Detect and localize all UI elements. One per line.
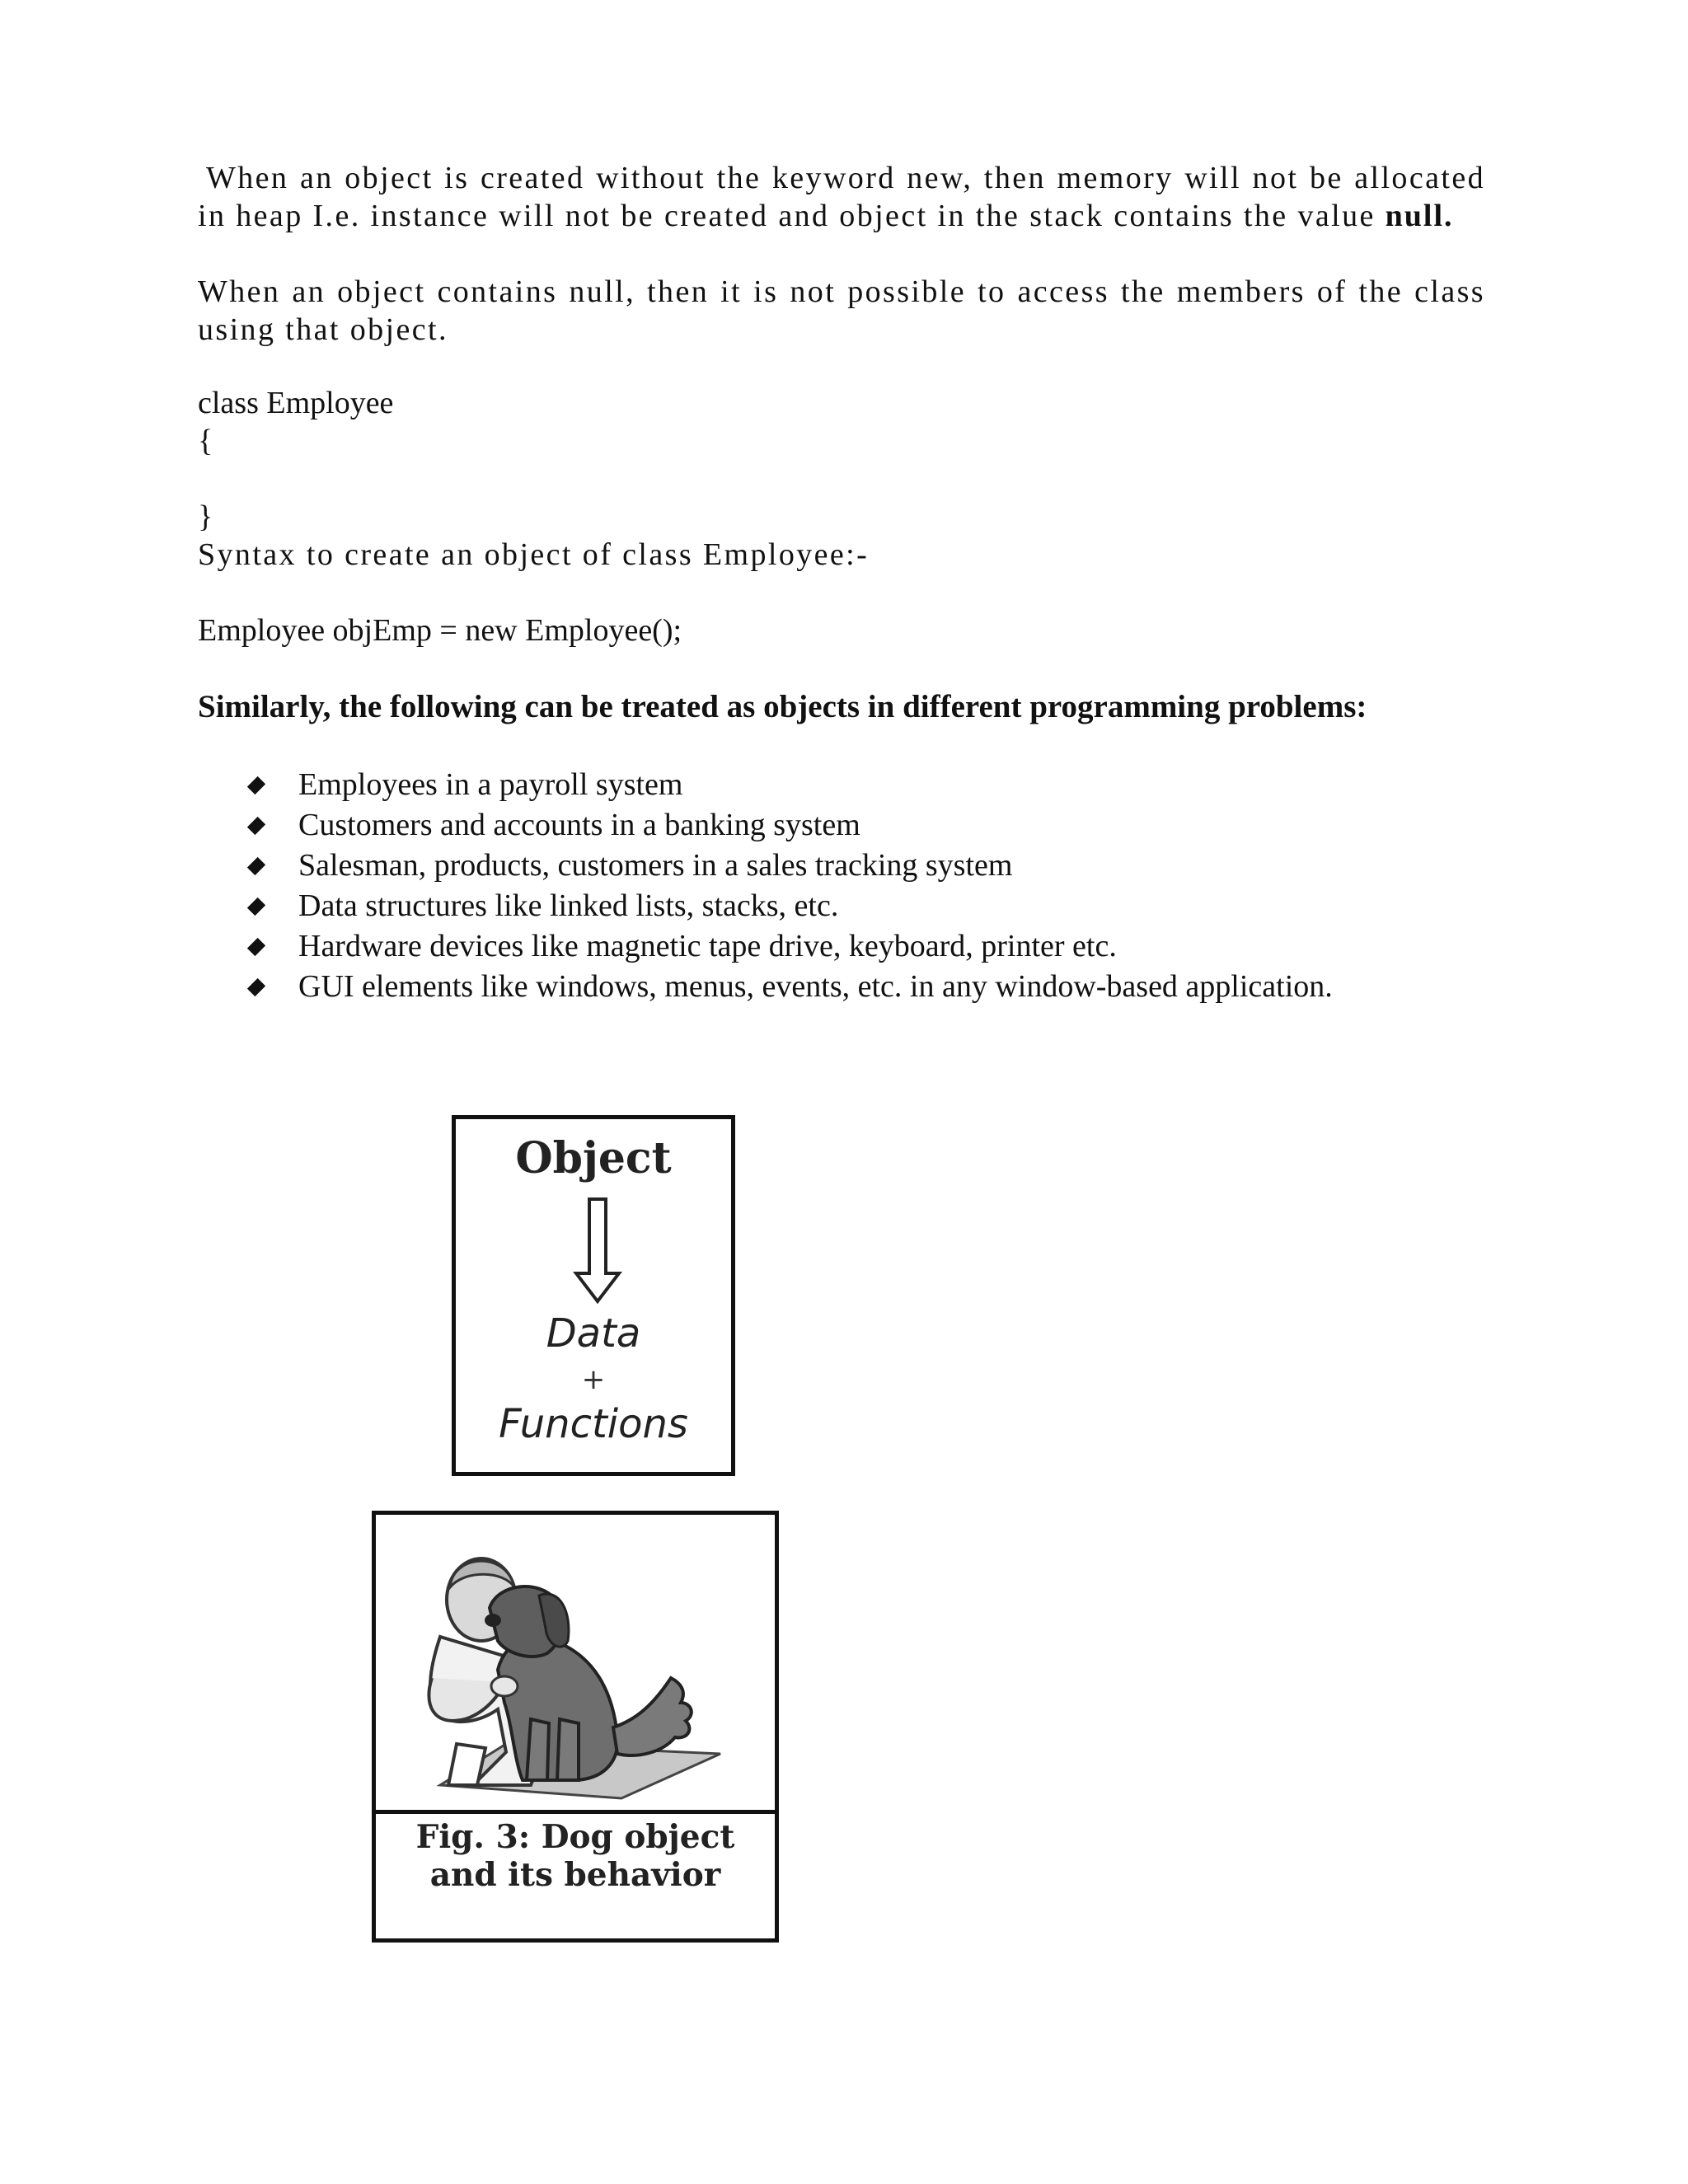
- paragraph-text: When an object is created without the keyword new, then memory will not be allocated in heap I.e. instance will not be created and object in the stack contains the value: [198, 161, 1485, 233]
- null-keyword: null.: [1385, 199, 1454, 233]
- syntax-label: Syntax to create an object of class Employee:-: [198, 537, 870, 572]
- caption-line-2: and its behavior: [429, 1856, 721, 1894]
- list-item-text: GUI elements like windows, menus, events, etc. in any window-based application.: [298, 969, 1333, 1004]
- list-item-text: Employees in a payroll system: [298, 767, 683, 802]
- diamond-bullet-icon: [247, 977, 265, 996]
- object-diagram-figure: [452, 1115, 735, 1476]
- list-item-text: Data structures like linked lists, stacks, etc.: [298, 888, 839, 923]
- list-item: [247, 765, 1333, 805]
- person-hugging-dog-illustration: [407, 1538, 737, 1800]
- list-item: [247, 805, 1333, 846]
- dog-object-figure: [372, 1511, 779, 1943]
- list-item: [247, 846, 1333, 886]
- diamond-bullet-icon: [247, 856, 265, 874]
- list-item: [247, 886, 1333, 926]
- arrow-down-icon: [573, 1197, 622, 1305]
- data-label: Data: [546, 1310, 641, 1357]
- figure-caption: [376, 1818, 775, 1894]
- illustration-panel: [376, 1515, 775, 1814]
- list-item: [247, 967, 1333, 1007]
- code-open-brace: {: [198, 424, 213, 458]
- list-item-text: Salesman, products, customers in a sales tracking system: [298, 848, 1013, 883]
- list-item-text: Customers and accounts in a banking system: [298, 808, 860, 842]
- diamond-bullet-icon: [247, 816, 265, 834]
- plus-sign: +: [581, 1363, 606, 1396]
- functions-label: Functions: [499, 1401, 688, 1447]
- diamond-bullet-icon: [247, 937, 265, 955]
- list-item-text: Hardware devices like magnetic tape drive, keyboard, printer etc.: [298, 929, 1117, 963]
- caption-line-1: Fig. 3: Dog object: [415, 1818, 735, 1856]
- code-object-creation: Employee objEmp = new Employee();: [198, 613, 682, 648]
- list-item: [247, 926, 1333, 967]
- section-heading: Similarly, the following can be treated as objects in different programming problems:: [198, 689, 1367, 724]
- code-class-declaration: class Employee: [198, 386, 394, 420]
- paragraph-object-without-new: [198, 159, 1485, 235]
- code-close-brace: }: [198, 499, 213, 534]
- diamond-bullet-icon: [247, 776, 265, 794]
- paragraph-null-members: When an object contains null, then it is not possible to access the members of the class using that object.: [198, 274, 1485, 347]
- object-examples-list: [247, 765, 1333, 1007]
- object-title: Object: [515, 1133, 672, 1183]
- diamond-bullet-icon: [247, 897, 265, 915]
